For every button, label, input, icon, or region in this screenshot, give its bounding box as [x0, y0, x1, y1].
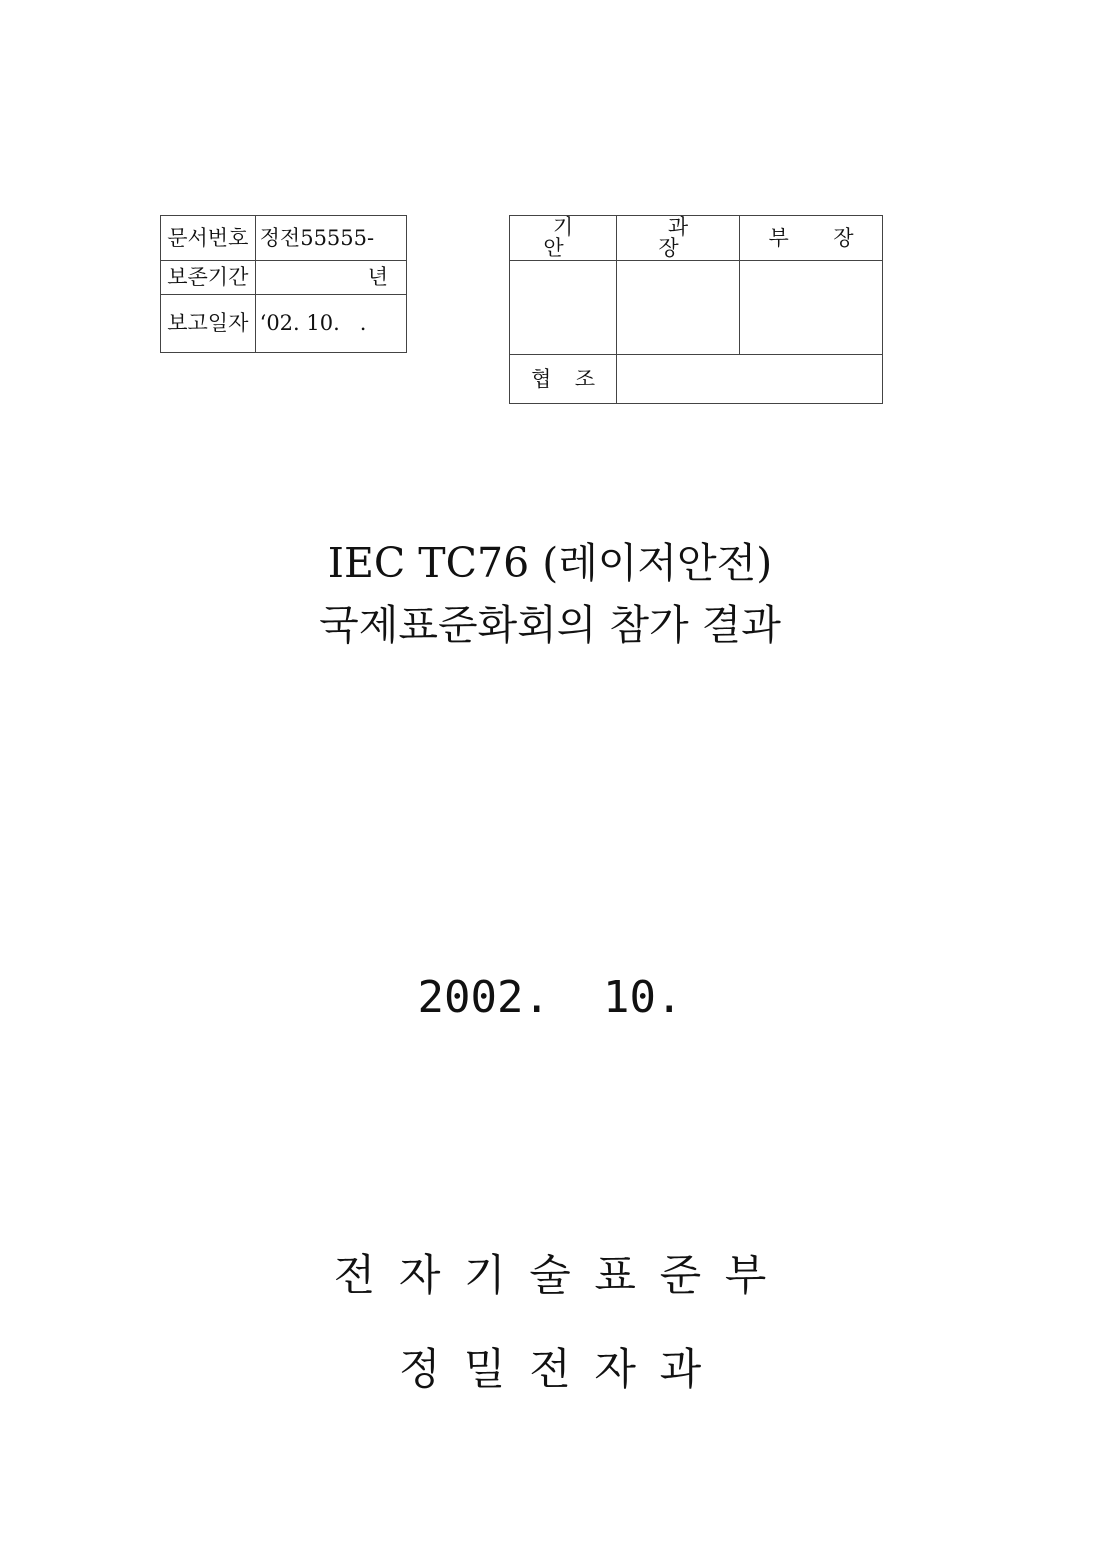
document-info-table [160, 215, 407, 353]
report-date: 2002. 10. [417, 972, 683, 1023]
division-name: 정밀전자과 [398, 1345, 725, 1395]
department-name: 전자기술표준부 [333, 1251, 790, 1301]
section-chief-label: 과 장 [617, 216, 740, 261]
cooperation-box [617, 355, 883, 404]
retention-period-value: 년 [255, 261, 406, 295]
report-date-value: ‘02. 10. . [255, 295, 406, 353]
draft-signature-box [510, 261, 617, 355]
report-date-label: 보고일자 [161, 295, 256, 353]
report-title-line1: IEC TC76 (레이저안전) [327, 539, 773, 587]
report-title [0, 539, 1100, 667]
director-label: 부 장 [740, 216, 883, 261]
section-chief-signature-box [617, 261, 740, 355]
approval-table [509, 215, 883, 404]
director-signature-box [740, 261, 883, 355]
doc-number-label: 문서번호 [161, 216, 256, 261]
doc-number-value: 정전55555- [255, 216, 406, 261]
organization [0, 1242, 1100, 1397]
retention-period-label: 보존기간 [161, 261, 256, 295]
cooperation-label: 협 조 [510, 355, 617, 404]
report-title-line2: 국제표준화회의 참가 결과 [319, 601, 781, 649]
draft-label: 기 안 [510, 216, 617, 261]
